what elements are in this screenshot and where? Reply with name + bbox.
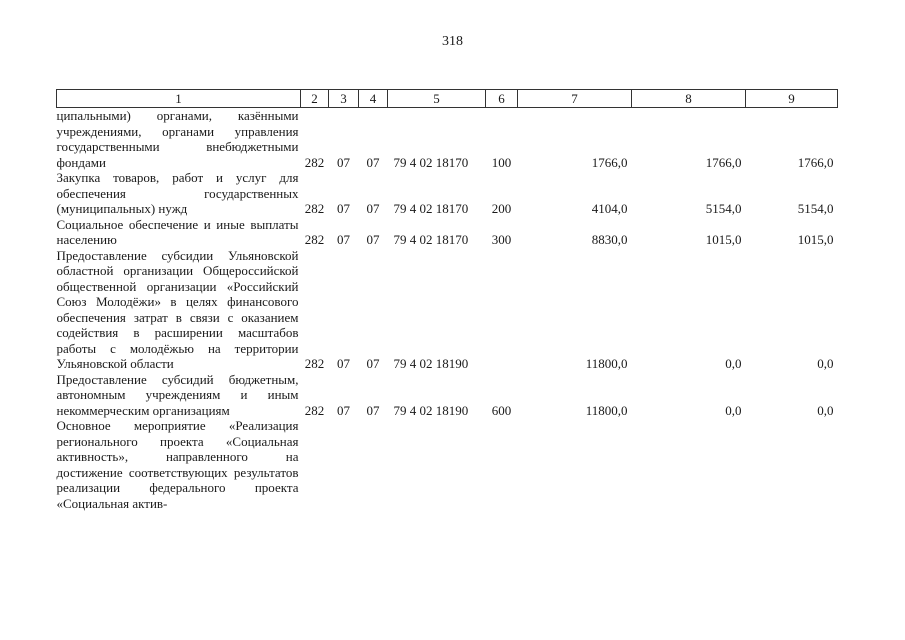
amount-col-7: 4104,0 [591, 201, 628, 216]
column-header: 1 [57, 90, 301, 108]
subsection-code: 07 [366, 356, 380, 371]
section-code: 07 [337, 232, 350, 247]
amount-col-9: 1015,0 [797, 232, 834, 247]
row-description: Закупка товаров, работ и услуг для обеспечения государственных (муниципальных) нужд [56, 170, 299, 216]
row-description: ципальными) органами, казёнными учреждениями, органами управления государственными внебюджетными фондами [56, 108, 299, 170]
column-header: 2 [301, 90, 329, 108]
column-header: 7 [518, 90, 632, 108]
page-number: 318 [442, 34, 463, 49]
subsection-code: 07 [366, 154, 380, 170]
grbs-code: 282 [304, 402, 325, 418]
subsection-code [359, 418, 388, 511]
amount-col-7: 11800,0 [585, 356, 628, 371]
row-description: Основное мероприятие «Реализация регионального проекта «Социальная активность», направленного на достижение соответствующих результатов реализации федерального проекта «Социальная актив- [56, 418, 299, 511]
target-article-code [388, 418, 486, 511]
target-article-code: 79 4 02 18170 [393, 154, 469, 170]
grbs-code: 282 [304, 356, 325, 371]
subsection-code: 07 [366, 402, 380, 418]
section-code: 07 [337, 402, 350, 418]
expense-type-code: 300 [491, 232, 512, 247]
expense-type-code [486, 418, 518, 511]
amount-col-7: 11800,0 [585, 402, 628, 418]
table-row [57, 418, 838, 511]
column-header: 4 [359, 90, 388, 108]
amount-col-8: 1766,0 [705, 154, 742, 170]
section-code: 07 [337, 154, 350, 170]
amount-col-8: 1015,0 [705, 232, 742, 247]
grbs-code [301, 418, 329, 511]
amount-col-8: 0,0 [725, 356, 742, 371]
table-header-row [57, 90, 838, 108]
expense-type-code [486, 248, 518, 372]
amount-col-7: 8830,0 [591, 232, 628, 247]
grbs-code: 282 [304, 201, 325, 216]
amount-col-9: 0,0 [817, 356, 834, 371]
target-article-code: 79 4 02 18170 [393, 201, 469, 216]
subsection-code: 07 [366, 232, 380, 247]
target-article-code: 79 4 02 18170 [393, 232, 469, 247]
amount-col-9 [746, 418, 838, 511]
section-code: 07 [337, 356, 350, 371]
target-article-code: 79 4 02 18190 [393, 402, 469, 418]
amount-col-9: 5154,0 [797, 201, 834, 216]
section-code: 07 [337, 201, 350, 216]
grbs-code: 282 [304, 154, 325, 170]
table-row [57, 170, 838, 217]
row-description: Предоставление субсидий бюджетным, автономным учреждениям и иным некоммерческим организациям [56, 371, 299, 418]
amount-col-8: 5154,0 [705, 201, 742, 216]
column-header: 6 [486, 90, 518, 108]
budget-table [56, 89, 838, 511]
column-header: 9 [746, 90, 838, 108]
amount-col-9: 0,0 [817, 402, 834, 418]
table-row [57, 372, 838, 419]
table-row [57, 217, 838, 248]
column-header: 8 [632, 90, 746, 108]
column-header: 5 [388, 90, 486, 108]
amount-col-8: 0,0 [725, 402, 742, 418]
amount-col-7: 1766,0 [591, 154, 628, 170]
grbs-code: 282 [304, 232, 325, 247]
amount-col-8 [632, 418, 746, 511]
table-row [57, 248, 838, 372]
row-description: Предоставление субсидии Ульяновской областной организации Общероссийской общественной организации «Российский Союз Молодёжи» в целях финансового обеспечения затрат в связи с оказанием содействия в расширении масштабов работы с молодёжью на территории Ульяновской области [56, 247, 299, 371]
row-description: Социальное обеспечение и иные выплаты населению [56, 216, 299, 247]
subsection-code: 07 [366, 201, 380, 216]
expense-type-code: 600 [491, 402, 512, 418]
column-header: 3 [329, 90, 359, 108]
section-code [329, 418, 359, 511]
amount-col-9: 1766,0 [797, 154, 834, 170]
table-row [57, 108, 838, 171]
target-article-code: 79 4 02 18190 [393, 356, 469, 371]
amount-col-7 [518, 418, 632, 511]
expense-type-code: 200 [491, 201, 512, 216]
expense-type-code: 100 [491, 154, 512, 170]
